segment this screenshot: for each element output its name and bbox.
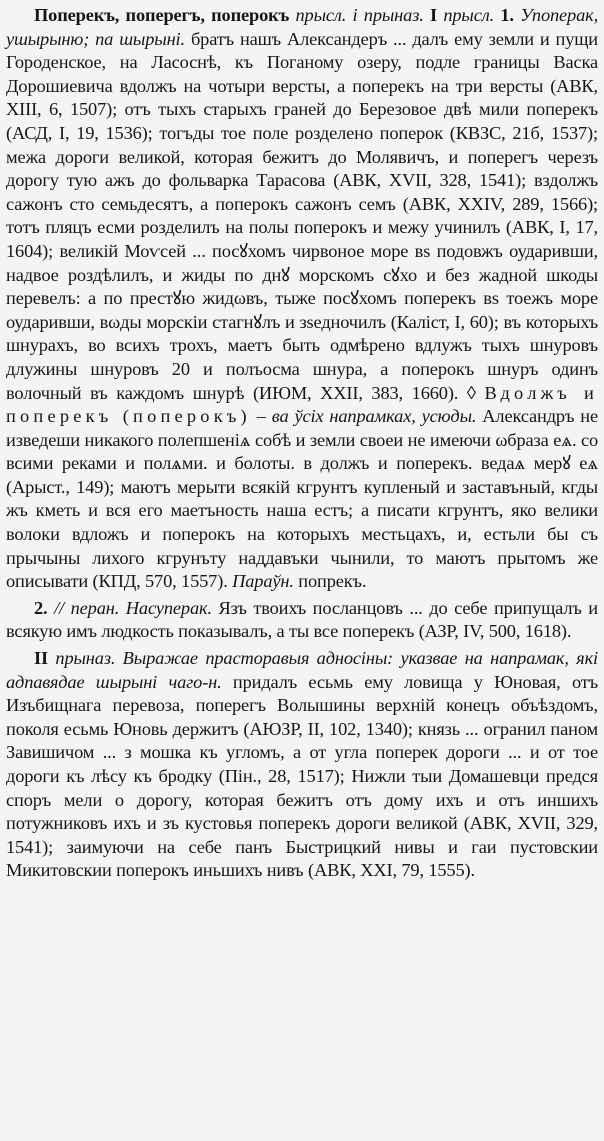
entry-sense-1 (6, 4, 598, 594)
italic-text: Параўн. (232, 571, 294, 592)
italic-text: Упоперак, ушырыню; па шырыні. (6, 5, 599, 49)
italic-text: прыназ. Выражае прасторавыя адносіны: указвае на напрамак, які адпавядае шырыні чаго-н. (6, 648, 598, 692)
text-run: придалъ есьмь ему ловища у Юновая, отъ Изъбищнага перевоза, поперегъ Волышины верхній конецъ объѣздомъ, поколя есьмь Юновь держитъ (АЮЗР, II, 102, 1340); князь ... огранил паном Завишичом ... з мошка къ угломъ, а от угла поперек дороги ... и от тое дороги къ лѣсу къ бродку (Пін., 28, 1517); Нижли тыи Домашевци предся споръ мели о дорогу, которая бежитъ отъ дому ихъ и отъ иншихъ потужниковъ ихъ и зъ кустовья поперекъ дороги великой (АВК, XVII, 329, 1541); заимуючи на себе панъ Быстрицкий нивы и гаи пустовскии Микитовскии поперокъ иньшихъ нивъ (АВК, XXI, 79, 1555). (6, 671, 598, 881)
entry-sense-preposition (6, 647, 598, 883)
bold-text: II (34, 648, 49, 669)
italic-text: прысл. і прыназ. (295, 5, 424, 25)
text-run: – (250, 406, 272, 427)
spaced-phrase: Вдолжъ и поперекъ (поперокъ) (6, 382, 598, 427)
italic-text: // перан. Насуперак. (54, 597, 212, 618)
entry-sense-2 (6, 597, 598, 644)
bold-text: Поперекъ, поперегъ, поперокъ (34, 5, 290, 25)
italic-text: ва ўсіх напрамках, усюды. (271, 406, 477, 427)
text-run: Язъ твоихъ посланцовъ ... до себе припущалъ и всякую имъ людкость показывалъ, а ты все поперекъ (АЗР, IV, 500, 1618). (6, 597, 598, 642)
text-run: попрекъ. (293, 571, 367, 592)
bold-text: I (430, 5, 438, 25)
text-run: Александръ не изведеши никакого полепшеніѧ собѣ и земли своеи не имеючи ωбраза еѧ. со всими реками и полѧми. и болоты. в должъ и поперекъ. ведаѧ мерꙋ еѧ (Арыст., 149); маютъ мерыти всякій кгрунтъ купленый и заставъный, кгды жъ кметь и вся его маетъность наша естъ; а писати кгрунтъ, яко велики волоки вдложъ и поперокъ на которыхъ местьцахъ, и, естьли бы съ прычыны лихого кгрунъту наддавъки чынили, то маютъ прытомъ же описывати (КПД, 570, 1557). (6, 406, 598, 592)
dictionary-page (6, 4, 598, 883)
text-run: братъ нашъ Александеръ ... далъ ему земли и пущи Городенское, на Ласоснѣ, къ Поганому озеру, подле границы Васка Дорошиевича вдолжъ на чотыри версты, а поперекъ на три версты (АВК, XIII, 6, 1507); отъ тыхъ старыхъ граней до Березовое двѣ мили поперекъ (АСД, I, 19, 1536); тогъды тое поле розделено поперок (КВЗС, 21б, 1537); межа дороги великой, которая бежитъ до Молявичъ, и поперегъ черезъ дорогу тую ажъ до фольварка Тарасова (АВК, XVII, 328, 1541); вздолжъ сажонъ сто семьдесятъ, а поперокъ сажонъ семъ (АВК, XXIV, 289, 1566); тотъ пляцъ есми розделилъ на полы поперокъ и межу учинилъ (АВК, I, 17, 1604); великій Моѵсей ... посꙋхомъ чирвоное море вѕ подовжъ оударивши, надвое роздѣлилъ, и жиды по днꙋ морскомъ сꙋхо и без жадной шкоды перевелъ: а по престꙋю жидωвъ, тыже посꙋхомъ поперекъ вѕ тоежъ море оударивши, вωды морскіи стагнꙋлъ и зѕедночилъ (Калiст, I, 60); въ которыхъ шнурахъ, во всихъ трохъ, маетъ быть одмѣрено вдлужъ тыхъ шнуровъ длужины шнуровъ 20 и полъосма шнура, а поперокъ шнуръ одинъ волочный въ каждомъ шнурѣ (ИЮМ, XXII, 383, 1660). ◊ (6, 28, 599, 403)
italic-text: прысл. (443, 5, 495, 25)
bold-text: 1. (500, 5, 514, 25)
bold-text: 2. (34, 597, 48, 618)
